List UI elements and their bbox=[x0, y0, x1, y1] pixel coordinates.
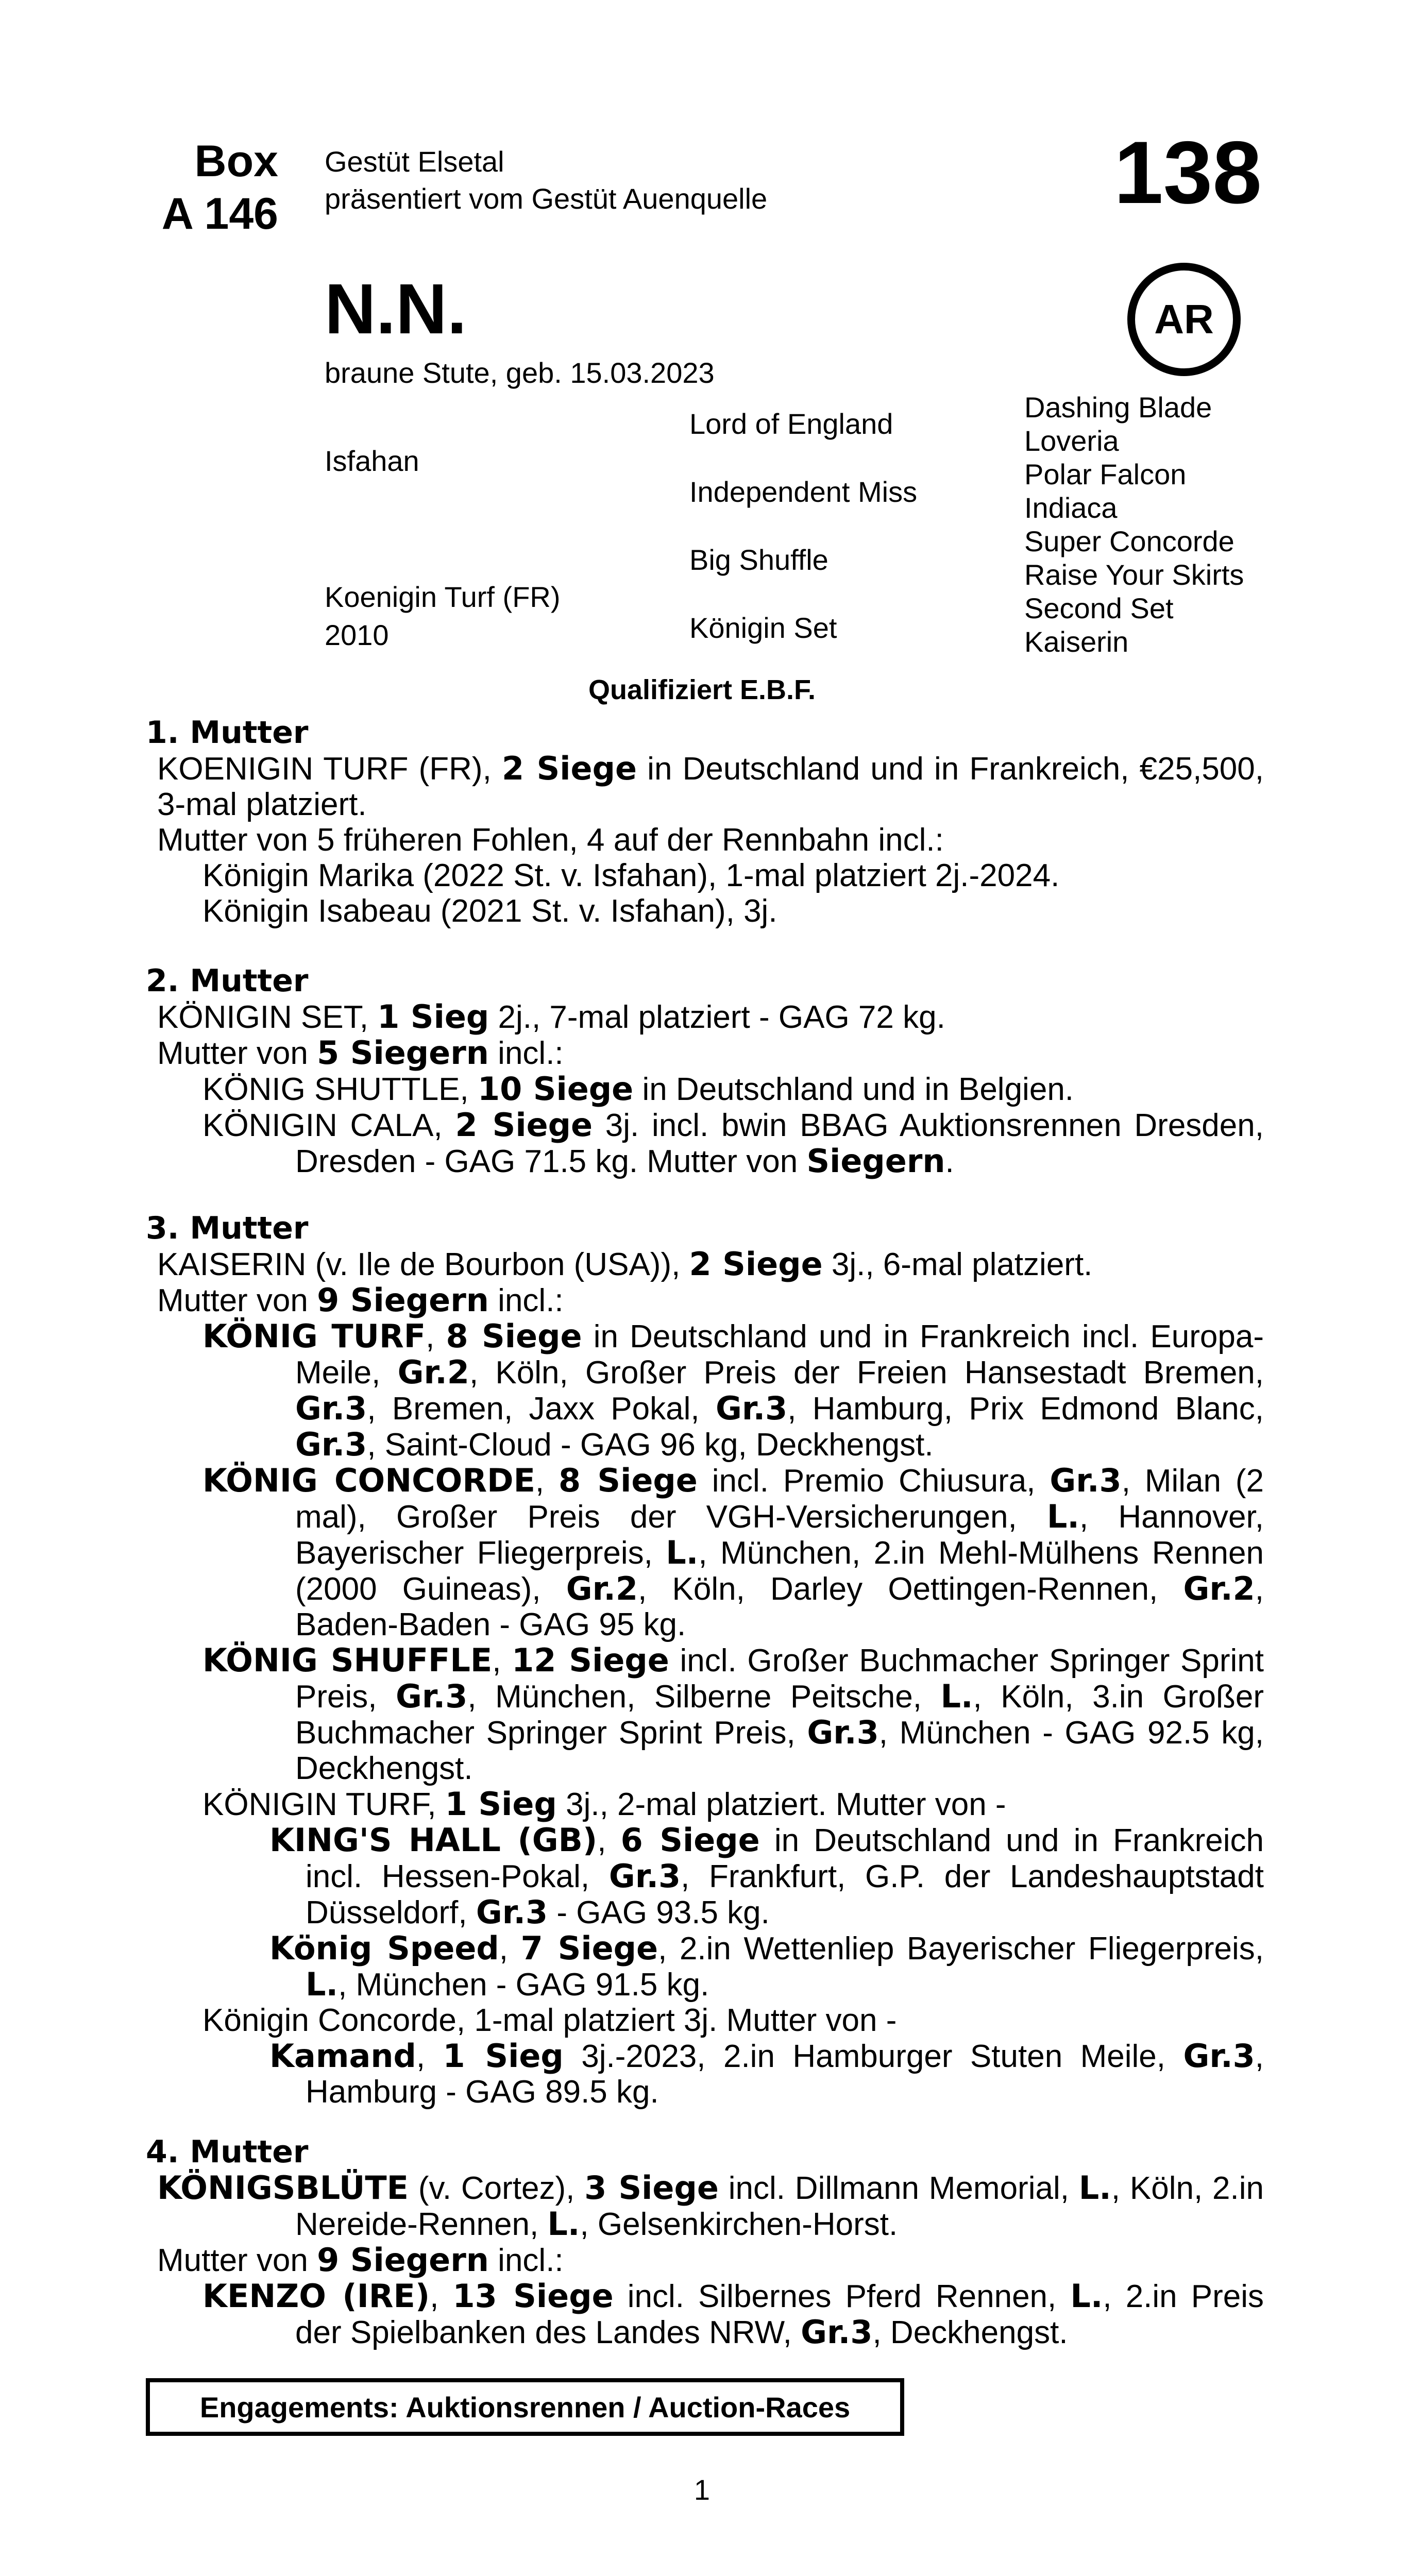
offspring-winners: Siegern bbox=[806, 1142, 945, 1180]
offspring-name: KENZO (IRE) bbox=[202, 2277, 430, 2315]
box-label bbox=[129, 135, 278, 240]
offspring-wins: 6 Siege bbox=[620, 1821, 760, 1859]
grand-offspring-kamand bbox=[146, 2038, 1264, 2110]
grade: L. bbox=[1078, 2169, 1111, 2207]
third-dam-wins: 2 Siege bbox=[689, 1245, 823, 1283]
offspring-wins: 2 Siege bbox=[455, 1106, 593, 1144]
offspring-detail: 3j., 2-mal platziert. Mutter von - bbox=[556, 1787, 1006, 1822]
offspring-name: KÖNIG TURF bbox=[202, 1317, 426, 1355]
offspring-name: Kamand bbox=[269, 2037, 416, 2075]
second-dam-produce bbox=[146, 1035, 1264, 1071]
section-second-dam bbox=[146, 963, 1264, 1179]
sep: , bbox=[426, 1319, 446, 1354]
detail: , Köln, Großer Preis der Freien Hansestadt Bremen, bbox=[469, 1355, 1264, 1391]
detail: - GAG 93.5 kg. bbox=[548, 1895, 770, 1930]
presenter: präsentiert vom Gestüt Auenquelle bbox=[325, 182, 768, 215]
ar-badge bbox=[1127, 263, 1241, 376]
second-dam-offspring-1 bbox=[146, 1071, 1264, 1107]
detail: (v. Cortez), bbox=[409, 2171, 585, 2206]
sep: , bbox=[416, 2039, 443, 2074]
offspring-wins: 8 Siege bbox=[446, 1317, 582, 1355]
fourth-dam-produce-suffix: incl.: bbox=[488, 2243, 564, 2278]
pedigree-gen3-1: Dashing Blade bbox=[1024, 391, 1212, 423]
first-dam-wins: 2 Siege bbox=[501, 750, 637, 787]
offspring-kenzo bbox=[146, 2278, 1264, 2350]
pedigree-dam-dam: Königin Set bbox=[689, 612, 837, 644]
section-first-dam bbox=[146, 715, 1264, 929]
box-line1: Box bbox=[194, 137, 278, 186]
horse-description: braune Stute, geb. 15.03.2023 bbox=[325, 357, 715, 389]
detail: , Gelsenkirchen-Horst. bbox=[580, 2207, 898, 2242]
detail: , Köln, 3.in Großer Buchmacher Springer Sprint Preis, bbox=[295, 1679, 1264, 1751]
grade: Gr.2 bbox=[397, 1353, 469, 1391]
fourth-dam-produce bbox=[146, 2242, 1264, 2278]
second-dam-detail: 2j., 7-mal platziert - GAG 72 kg. bbox=[489, 999, 945, 1035]
offspring-wins: 10 Siege bbox=[477, 1070, 634, 1108]
grade: Gr.3 bbox=[801, 2313, 873, 2351]
offspring-koenig-shuffle bbox=[146, 1642, 1264, 1786]
offspring-name: KÖNIGIN TURF, bbox=[202, 1787, 445, 1822]
page-number: 1 bbox=[693, 2473, 711, 2506]
fourth-dam-wins: 3 Siege bbox=[584, 2169, 719, 2207]
engagements-text: Engagements: Auktionsrennen / Auction-Races bbox=[199, 2391, 851, 2424]
detail: , Köln, Darley Oettingen-Rennen, bbox=[638, 1571, 1183, 1607]
detail: , Milan (2 mal), Großer Preis der VGH-Versicherungen, bbox=[295, 1463, 1264, 1535]
second-dam-offspring-2 bbox=[146, 1107, 1264, 1179]
pedigree-dam-year: 2010 bbox=[325, 619, 389, 651]
offspring-koenigin-concorde: Königin Concorde, 1-mal platziert 3j. Mutter von - bbox=[202, 2003, 897, 2038]
pedigree-gen3-8: Kaiserin bbox=[1024, 625, 1129, 658]
detail: , München - GAG 91.5 kg. bbox=[338, 1967, 709, 2003]
pedigree-dam: Koenigin Turf (FR) bbox=[325, 581, 561, 613]
lot-number: 138 bbox=[1114, 123, 1262, 222]
sep: , bbox=[430, 2279, 453, 2314]
grade: L. bbox=[666, 1534, 699, 1571]
third-dam-produce-suffix: incl.: bbox=[488, 1283, 564, 1318]
first-dam-foal-1: Königin Marika (2022 St. v. Isfahan), 1-mal platziert 2j.-2024. bbox=[202, 858, 1060, 893]
detail: incl. Premio Chiusura, bbox=[697, 1463, 1050, 1499]
fourth-dam-winners: 9 Siegern bbox=[317, 2241, 489, 2279]
second-dam-heading: 2. Mutter bbox=[146, 963, 309, 999]
detail: , München, 2.in Mehl-Mülhens Rennen (2000 Guineas), bbox=[295, 1535, 1264, 1607]
detail: , 2.in Preis der Spielbanken des Landes NRW, bbox=[295, 2279, 1264, 2350]
pedigree-dam-sire: Big Shuffle bbox=[689, 544, 828, 576]
grade: Gr.3 bbox=[396, 1677, 468, 1715]
breeder: Gestüt Elsetal bbox=[325, 145, 504, 178]
grade: Gr.3 bbox=[1183, 2037, 1255, 2075]
second-dam-produce-prefix: Mutter von bbox=[157, 1036, 317, 1071]
detail: , München, Silberne Peitsche, bbox=[467, 1679, 941, 1715]
pedigree-sire: Isfahan bbox=[325, 445, 419, 477]
offspring-end: . bbox=[945, 1144, 954, 1179]
grade: L. bbox=[940, 1677, 973, 1715]
engagements-box bbox=[146, 2378, 904, 2436]
third-dam-detail: 3j., 6-mal platziert. bbox=[822, 1247, 1093, 1282]
sep: , bbox=[535, 1463, 559, 1499]
offspring-name: KÖNIG SHUTTLE, bbox=[202, 1072, 478, 1107]
detail: incl. Dillmann Memorial, bbox=[718, 2171, 1079, 2206]
detail: , Hamburg - GAG 89.5 kg. bbox=[306, 2039, 1264, 2110]
section-fourth-dam bbox=[146, 2134, 1264, 2350]
detail: , Saint-Cloud - GAG 96 kg, Deckhengst. bbox=[367, 1427, 934, 1463]
fourth-dam-heading: 4. Mutter bbox=[146, 2134, 309, 2170]
sep: , bbox=[499, 1931, 521, 1967]
second-dam-produce-suffix: incl.: bbox=[488, 1036, 564, 1071]
detail: incl. Großer Buchmacher Springer Sprint Preis, bbox=[295, 1643, 1264, 1715]
detail: , Bremen, Jaxx Pokal, bbox=[367, 1391, 716, 1427]
offspring-detail: 3j. incl. bwin BBAG Auktionsrennen Dresden, Dresden - GAG 71.5 kg. Mutter von bbox=[295, 1108, 1264, 1179]
offspring-detail: in Deutschland und in Belgien. bbox=[633, 1072, 1074, 1107]
fourth-dam-name: KÖNIGSBLÜTE bbox=[157, 2169, 409, 2207]
pedigree-gen3-2: Loveria bbox=[1024, 425, 1119, 457]
offspring-name: KÖNIGIN CALA, bbox=[202, 1108, 455, 1143]
detail: in Deutschland und in Frankreich incl. Hessen-Pokal, bbox=[306, 1823, 1264, 1894]
detail: , Köln, 2.in Nereide-Rennen, bbox=[295, 2171, 1264, 2242]
detail: in Deutschland und in Frankreich incl. Europa-Meile, bbox=[295, 1319, 1264, 1391]
box-number: A 146 bbox=[161, 189, 278, 239]
detail: , Hannover, Bayerischer Fliegerpreis, bbox=[295, 1499, 1264, 1571]
offspring-wins: 7 Siege bbox=[520, 1929, 658, 1967]
second-dam-winners: 5 Siegern bbox=[317, 1034, 489, 1072]
third-dam-winners: 9 Siegern bbox=[317, 1281, 489, 1319]
grade: Gr.3 bbox=[608, 1857, 681, 1895]
pedigree-gen3-5: Super Concorde bbox=[1024, 525, 1234, 557]
offspring-wins: 1 Sieg bbox=[443, 2037, 564, 2075]
detail: 3j.-2023, 2.in Hamburger Stuten Meile, bbox=[563, 2039, 1183, 2074]
grade: Gr.2 bbox=[566, 1570, 638, 1607]
grand-offspring-kings-hall bbox=[146, 1822, 1264, 1930]
offspring-wins: 13 Siege bbox=[452, 2277, 614, 2315]
offspring-wins: 8 Siege bbox=[559, 1462, 698, 1499]
pedigree-sire-sire: Lord of England bbox=[689, 408, 893, 440]
grade: Gr.2 bbox=[1183, 1570, 1255, 1607]
third-dam-produce-prefix: Mutter von bbox=[157, 1283, 317, 1318]
offspring-koenig-turf bbox=[146, 1318, 1264, 1463]
section-third-dam bbox=[146, 1211, 1264, 2110]
first-dam-heading: 1. Mutter bbox=[146, 715, 309, 751]
detail: , Frankfurt, G.P. der Landeshauptstadt Düsseldorf, bbox=[306, 1859, 1264, 1930]
detail: , Baden-Baden - GAG 95 kg. bbox=[295, 1571, 1264, 1642]
detail: , Hamburg, Prix Edmond Blanc, bbox=[787, 1391, 1264, 1427]
offspring-wins: 1 Sieg bbox=[445, 1785, 557, 1823]
fourth-dam-record bbox=[146, 2170, 1264, 2242]
grade: Gr.3 bbox=[1050, 1462, 1122, 1499]
sep: , bbox=[597, 1823, 621, 1858]
third-dam-heading: 3. Mutter bbox=[146, 1210, 309, 1246]
first-dam-record bbox=[146, 751, 1264, 822]
third-dam-name: KAISERIN (v. Ile de Bourbon (USA)), bbox=[157, 1247, 689, 1282]
grade: L. bbox=[1070, 2277, 1103, 2315]
grade: L. bbox=[1046, 1498, 1079, 1535]
grade: Gr.3 bbox=[295, 1426, 367, 1463]
pedigree-gen3-4: Indiaca bbox=[1024, 492, 1118, 524]
pedigree-gen3-7: Second Set bbox=[1024, 592, 1174, 624]
grade: Gr.3 bbox=[807, 1714, 879, 1751]
offspring-name: KÖNIG CONCORDE bbox=[202, 1462, 535, 1499]
offspring-koenigin-turf bbox=[146, 1786, 1264, 1822]
grade: L. bbox=[306, 1965, 339, 2003]
first-dam-produce: Mutter von 5 früheren Fohlen, 4 auf der Rennbahn incl.: bbox=[157, 822, 944, 858]
second-dam-name: KÖNIGIN SET, bbox=[157, 999, 378, 1035]
grade: Gr.3 bbox=[295, 1389, 367, 1427]
detail: , 2.in Wettenliep Bayerischer Fliegerpreis, bbox=[658, 1931, 1264, 1967]
first-dam-detail: in Deutschland und in Frankreich, €25,500, 3-mal platziert. bbox=[157, 751, 1264, 822]
first-dam-name: KOENIGIN TURF (FR), bbox=[157, 751, 502, 787]
horse-name: N.N. bbox=[325, 269, 467, 349]
offspring-koenig-concorde bbox=[146, 1463, 1264, 1642]
second-dam-record bbox=[146, 999, 1264, 1035]
sep: , bbox=[492, 1643, 512, 1679]
second-dam-wins: 1 Sieg bbox=[377, 998, 489, 1036]
third-dam-record bbox=[146, 1246, 1264, 1282]
grand-offspring-koenig-speed bbox=[146, 1930, 1264, 2003]
offspring-wins: 12 Siege bbox=[512, 1641, 669, 1679]
detail: , Deckhengst. bbox=[872, 2315, 1068, 2350]
offspring-name: König Speed bbox=[269, 1929, 499, 1967]
pedigree-sire-dam: Independent Miss bbox=[689, 476, 918, 508]
detail: , München - GAG 92.5 kg, Deckhengst. bbox=[295, 1715, 1264, 1786]
detail: incl. Silbernes Pferd Rennen, bbox=[613, 2279, 1071, 2314]
grade: L. bbox=[547, 2205, 580, 2243]
qualification: Qualifiziert E.B.F. bbox=[588, 674, 816, 705]
offspring-name: KING'S HALL (GB) bbox=[269, 1821, 598, 1859]
third-dam-produce bbox=[146, 1282, 1264, 1318]
pedigree-gen3-3: Polar Falcon bbox=[1024, 458, 1187, 490]
pedigree-gen3-6: Raise Your Skirts bbox=[1024, 558, 1244, 591]
first-dam-foal-2: Königin Isabeau (2021 St. v. Isfahan), 3j. bbox=[202, 893, 777, 929]
ar-badge-text: AR bbox=[1154, 296, 1214, 342]
grade: Gr.3 bbox=[715, 1389, 788, 1427]
offspring-name: KÖNIG SHUFFLE bbox=[202, 1641, 493, 1679]
grade: Gr.3 bbox=[476, 1893, 548, 1931]
fourth-dam-produce-prefix: Mutter von bbox=[157, 2243, 317, 2278]
